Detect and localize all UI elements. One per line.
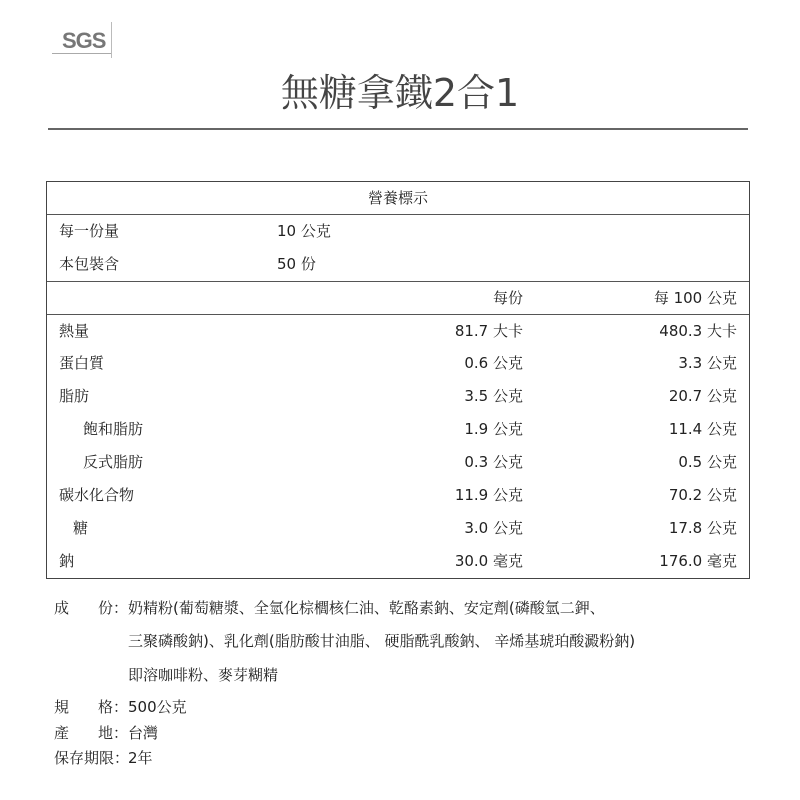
ingredients-line: 即溶咖啡粉、麥芽糊精 <box>128 666 279 684</box>
column-per-serving: 每份 <box>492 289 523 307</box>
origin-label-a: 產 <box>54 724 70 742</box>
spec-label-a: 規 <box>54 698 70 716</box>
servings-value: 50 份 <box>277 255 316 273</box>
nutrient-row <box>47 413 749 446</box>
column-header-row <box>47 281 749 315</box>
nutrient-label: 飽和脂肪 <box>83 420 144 438</box>
nutrient-row <box>47 380 749 413</box>
nutrient-row <box>47 446 749 479</box>
spec-label-b: 格： <box>98 698 129 716</box>
nutrient-per-100g: 0.5 公克 <box>678 453 737 471</box>
product-title: 無糖拿鐵2合1 <box>280 71 520 115</box>
serving-label: 每一份量 <box>59 222 120 240</box>
nutrient-row <box>47 314 749 348</box>
nutrient-per-serving: 3.0 公克 <box>464 519 523 537</box>
nutrient-label: 熱量 <box>59 322 90 340</box>
nutrient-per-100g: 20.7 公克 <box>668 387 737 405</box>
nutrient-per-serving: 0.3 公克 <box>464 453 523 471</box>
nutrient-row <box>47 545 749 578</box>
origin-label-b: 地： <box>98 724 129 742</box>
nutrient-per-100g: 3.3 公克 <box>678 354 737 372</box>
servings-label: 本包裝含 <box>59 255 120 273</box>
nutrient-label: 碳水化合物 <box>59 486 135 504</box>
shelf-life-value: 2年 <box>128 749 153 767</box>
table-heading-row <box>47 182 749 215</box>
nutrient-per-100g: 480.3 大卡 <box>659 322 737 340</box>
nutrient-per-serving: 30.0 毫克 <box>454 552 523 570</box>
nutrient-label: 反式脂肪 <box>83 453 144 471</box>
spec-value: 500公克 <box>128 698 187 716</box>
ingredients-line: 奶精粉(葡萄糖漿、全氫化棕櫚核仁油、乾酪素鈉、安定劑(磷酸氫二鉀、 <box>128 599 605 617</box>
nutrient-per-100g: 70.2 公克 <box>668 486 737 504</box>
ingredients-label-a: 成 <box>54 599 70 617</box>
nutrient-label: 鈉 <box>59 552 75 570</box>
nutrient-per-100g: 17.8 公克 <box>668 519 737 537</box>
serving-size-row <box>47 214 749 248</box>
title-divider <box>48 128 748 130</box>
ingredients-line: 三聚磷酸鈉)、乳化劑(脂肪酸甘油脂、 硬脂酰乳酸鈉、 辛烯基琥珀酸澱粉鈉) <box>128 632 636 650</box>
ingredients-label-b: 份： <box>98 599 129 617</box>
nutrient-label: 脂肪 <box>59 387 90 405</box>
origin-value: 台灣 <box>128 724 159 742</box>
nutrient-per-100g: 176.0 毫克 <box>659 552 737 570</box>
nutrient-per-serving: 3.5 公克 <box>464 387 523 405</box>
nutrient-per-serving: 0.6 公克 <box>464 354 523 372</box>
nutrient-row <box>47 347 749 380</box>
nutrient-label: 蛋白質 <box>59 354 105 372</box>
sgs-logo: SGS <box>52 28 112 54</box>
nutrient-per-100g: 11.4 公克 <box>668 420 737 438</box>
nutrient-per-serving: 11.9 公克 <box>454 486 523 504</box>
nutrition-table <box>46 181 750 579</box>
serving-value: 10 公克 <box>277 222 331 240</box>
servings-per-package-row <box>47 248 749 281</box>
nutrient-per-serving: 1.9 公克 <box>464 420 523 438</box>
nutrient-row <box>47 512 749 545</box>
nutrient-row <box>47 479 749 512</box>
column-per-100g: 每 100 公克 <box>653 289 737 307</box>
table-heading: 營養標示 <box>367 189 428 207</box>
nutrient-per-serving: 81.7 大卡 <box>454 322 523 340</box>
shelf-life-label: 保存期限： <box>54 749 130 767</box>
nutrient-label: 糖 <box>73 519 89 537</box>
